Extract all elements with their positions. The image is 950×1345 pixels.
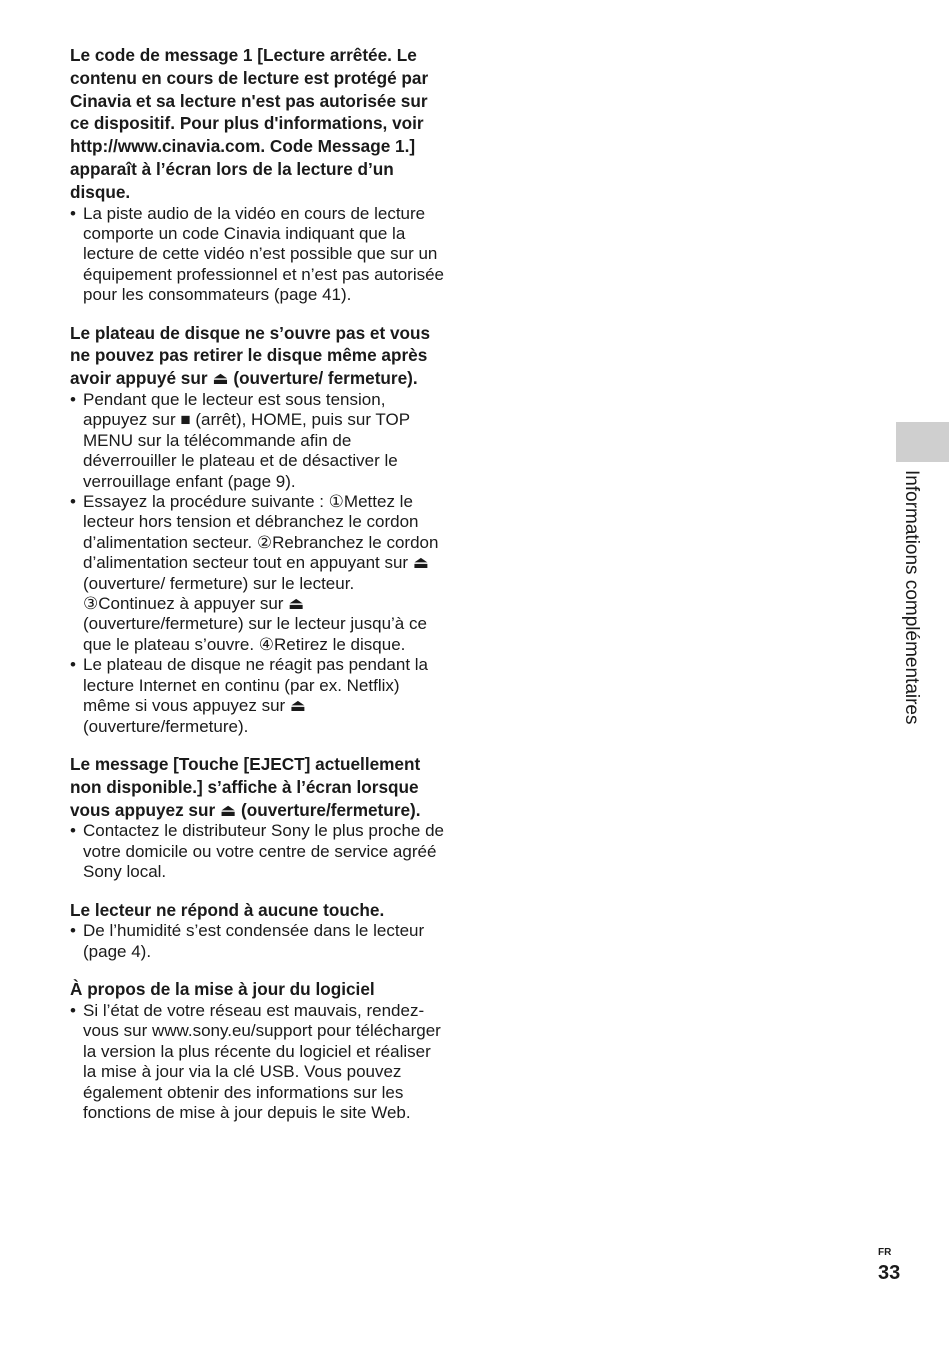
bullet-item: • Pendant que le lecteur est sous tension, appuyez sur ■ (arrêt), HOME, puis sur TOP MENU sur la télécommande afin de déverrouiller le plateau et de désactiver le verrouillage enfant (page 9). bbox=[70, 390, 448, 492]
bullet-item: • Contactez le distributeur Sony le plus proche de votre domicile ou votre centre de service agréé Sony local. bbox=[70, 821, 448, 882]
bullet-list bbox=[70, 1001, 448, 1123]
section-heading: Le message [Touche [EJECT] actuellement non disponible.] s’affiche à l’écran lorsque vous appuyez sur ⏏ (ouverture/fermeture). bbox=[70, 753, 421, 820]
section-heading: Le code de message 1 [Lecture arrêtée. Le contenu en cours de lecture est protégé par Cinavia et sa lecture n'est pas autorisée sur ce dispositif. Pour plus d'informations, voir http://www.cinavia.com. Code Message 1.] apparaît à l’écran lors de la lecture d’un disque. bbox=[70, 45, 429, 202]
bullet-item: • Essayez la procédure suivante : ①Mettez le lecteur hors tension et débranchez le cordon d’alimentation secteur. ②Rebranchez le cordon d’alimentation secteur tout en appuyant sur ⏏ (ouverture/ fermeture) sur le lecteur. ③Continuez à appuyer sur ⏏ (ouverture/fermeture) sur le lecteur jusqu’à ce que le plateau s’ouvre. ④Retirez le disque. bbox=[70, 492, 448, 655]
bullet-item: • Le plateau de disque ne réagit pas pendant la lecture Internet en continu (par ex. Netflix) même si vous appuyez sur ⏏ (ouverture/fermeture). bbox=[70, 655, 448, 737]
main-column bbox=[70, 44, 448, 1139]
section-software-update bbox=[70, 978, 448, 1123]
bullet-item: • De l’humidité s’est condensée dans le lecteur (page 4). bbox=[70, 921, 448, 962]
section-heading: À propos de la mise à jour du logiciel bbox=[70, 979, 375, 1000]
section-heading: Le plateau de disque ne s’ouvre pas et vous ne pouvez pas retirer le disque même après avoir appuyé sur ⏏ (ouverture/ fermeture). bbox=[70, 322, 431, 389]
section-no-response bbox=[70, 899, 448, 963]
page-number: 33 bbox=[878, 1262, 901, 1284]
bullet-list bbox=[70, 921, 448, 962]
bullet-item: • La piste audio de la vidéo en cours de lecture comporte un code Cinavia indiquant que la lecture de cette vidéo n’est possible que sur un équipement professionnel et n’est pas autorisée pour les consommateurs (page 41). bbox=[70, 204, 448, 306]
bullet-item: • Si l’état de votre réseau est mauvais, rendez-vous sur www.sony.eu/support pour télécharger la version la plus récente du logiciel et réaliser la mise à jour via la clé USB. Vous pouvez également obtenir des informations sur les fonctions de mise à jour depuis le site Web. bbox=[70, 1001, 448, 1123]
section-heading: Le lecteur ne répond à aucune touche. bbox=[70, 899, 385, 920]
side-tab-marker bbox=[896, 422, 949, 462]
bullet-list bbox=[70, 204, 448, 306]
section-disc-tray bbox=[70, 322, 448, 737]
section-eject-message bbox=[70, 753, 448, 883]
bullet-list bbox=[70, 821, 448, 882]
section-cinavia bbox=[70, 44, 448, 306]
bullet-list bbox=[70, 390, 448, 737]
side-tab-label: Informations complémentaires bbox=[901, 470, 922, 725]
language-code: FR bbox=[878, 1247, 892, 1258]
